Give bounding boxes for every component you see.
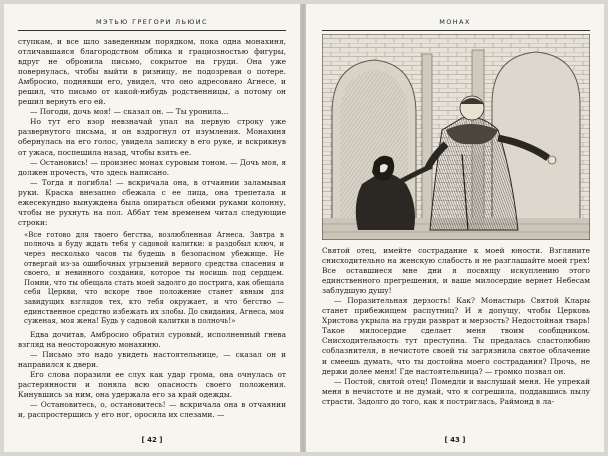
right-page <box>306 4 604 452</box>
left-body-text <box>18 37 286 420</box>
engraving-illustration <box>322 34 590 240</box>
paragraph: — Постой, святой отец! Помедли и выслушай меня. Не упрекай меня в нечистоте и не думай, что я согрешила, поддавшись пылу страсти. Задолго до того, как я постриглась, Раймонд в ла- <box>322 376 590 406</box>
paragraph: — Письмо это надо увидеть настоятельнице, — сказал он и направился к двери. <box>18 349 286 369</box>
paragraph: ступкам, и все шло заведенным порядком, пока одна монахиня, отличавшаяся благородством облика и грациозностью фигуры, вдруг не обронила письмо, сокрытое на груди. Она уже повернулась, чтобы выйти в ризницу, не подозревая о потере. Амбросио, поднявши его, увидел, что оно адресовано Агнесе, и решил, что письмо от какой-нибудь родственницы, а потому он решил вернуть его ей. <box>18 37 286 107</box>
header-rule <box>322 30 590 31</box>
paragraph: Его слова поразили ее слух как удар грома, она очнулась от растерянности и поняла всю опасность своего положения. Кинувшись за ним, она удержала его за край одежды. <box>18 370 286 400</box>
paragraph: — Остановись! — произнес монах суровым тоном. — Дочь моя, я должен прочесть, что здесь написано. <box>18 157 286 177</box>
engraving-image <box>322 34 590 240</box>
paragraph: — Остановитесь, о, остановитесь! — вскричала она в отчаянии и, распростершись у его ног, оросила их слезами. — <box>18 400 286 420</box>
page-number-right: [ 43 ] <box>444 436 466 444</box>
running-head-right: МОНАХ <box>439 18 471 26</box>
page-number-left: [ 42 ] <box>141 436 163 444</box>
paragraph: Едва дочитав, Амбросио обратил суровый, исполненный гнева взгляд на неосторожную монахиню. <box>18 329 286 349</box>
paragraph: — Поразительная дерзость! Как? Монастырь Святой Клары станет прибежищем распутниц? И я допущу, чтобы Церковь Христова укрыла на груди разврат и мерзость? Недостойная тварь! Такое милосердие сделает меня твоим сообщником. Снисходительность тут преступна. Ты предалась сластолюбию соблазнителя, в нечистоте своей ты загрязнила святое облачение и смеешь думать, что ты достойна моего сострадания? Прочь, не держи долее меня! Где настоятельница? — громко позвал он. <box>322 296 590 376</box>
running-head-left: МЭТЬЮ ГРЕГОРИ ЛЬЮИС <box>96 18 208 26</box>
header-rule <box>18 30 286 31</box>
quoted-letter: «Все готово для твоего бегства, возлюбленная Агнеса. Завтра в полночь я буду ждать тебя у садовой калитки: я раздобыл ключ, и через несколько часов ты будешь в безопасном убежище. Не отвергай из-за ошибочных угрызений верного средства спасения и своего, и невинного создания, которое ты носишь под сердцем. Помни, что ты обещала стать моей задолго до пострига, как обещала себя Церкви, что вскоре твое положение станет явным для завидущих взглядов тех, кто тебя окружает, и что бегство — единственное средство избежать их злобы. До свидания, Агнеса, моя суженая, моя жена! Будь у садовой калитки в полночь!» <box>24 230 284 326</box>
paragraph: — Тогда я погибла! — вскричала она, в отчаянии заламывая руки. Краска внезапно сбежала с ее лица, она трепетала и ежесекундно вынуждена была опираться обеими руками колонну, чтобы не рухнуть на пол. Аббат тем временем читал следующие строки: <box>18 177 286 227</box>
paragraph: — Погоди, дочь моя! — сказал он. — Ты уронила... <box>30 107 229 117</box>
right-body-text <box>322 246 590 407</box>
paragraph: Но тут его взор невзначай упал на первую строку уже развернутого письма, и он вздрогнул от изумления. Монахиня обернулась на его голос, увидела записку в его руке, и вскрикнув от ужаса, поспешила назад, чтобы взять ее. <box>18 117 286 157</box>
left-page <box>4 4 300 452</box>
paragraph: Святой отец, имейте сострадание к моей юности. Взгляните снисходительно на женскую слабость и не разглашайте моей грех! Все оставшиеся мне дни я посвящу искуплению этого единственного прегрешения, и ваше милосердие вернет Небесам заблудшую душу! <box>322 246 590 296</box>
